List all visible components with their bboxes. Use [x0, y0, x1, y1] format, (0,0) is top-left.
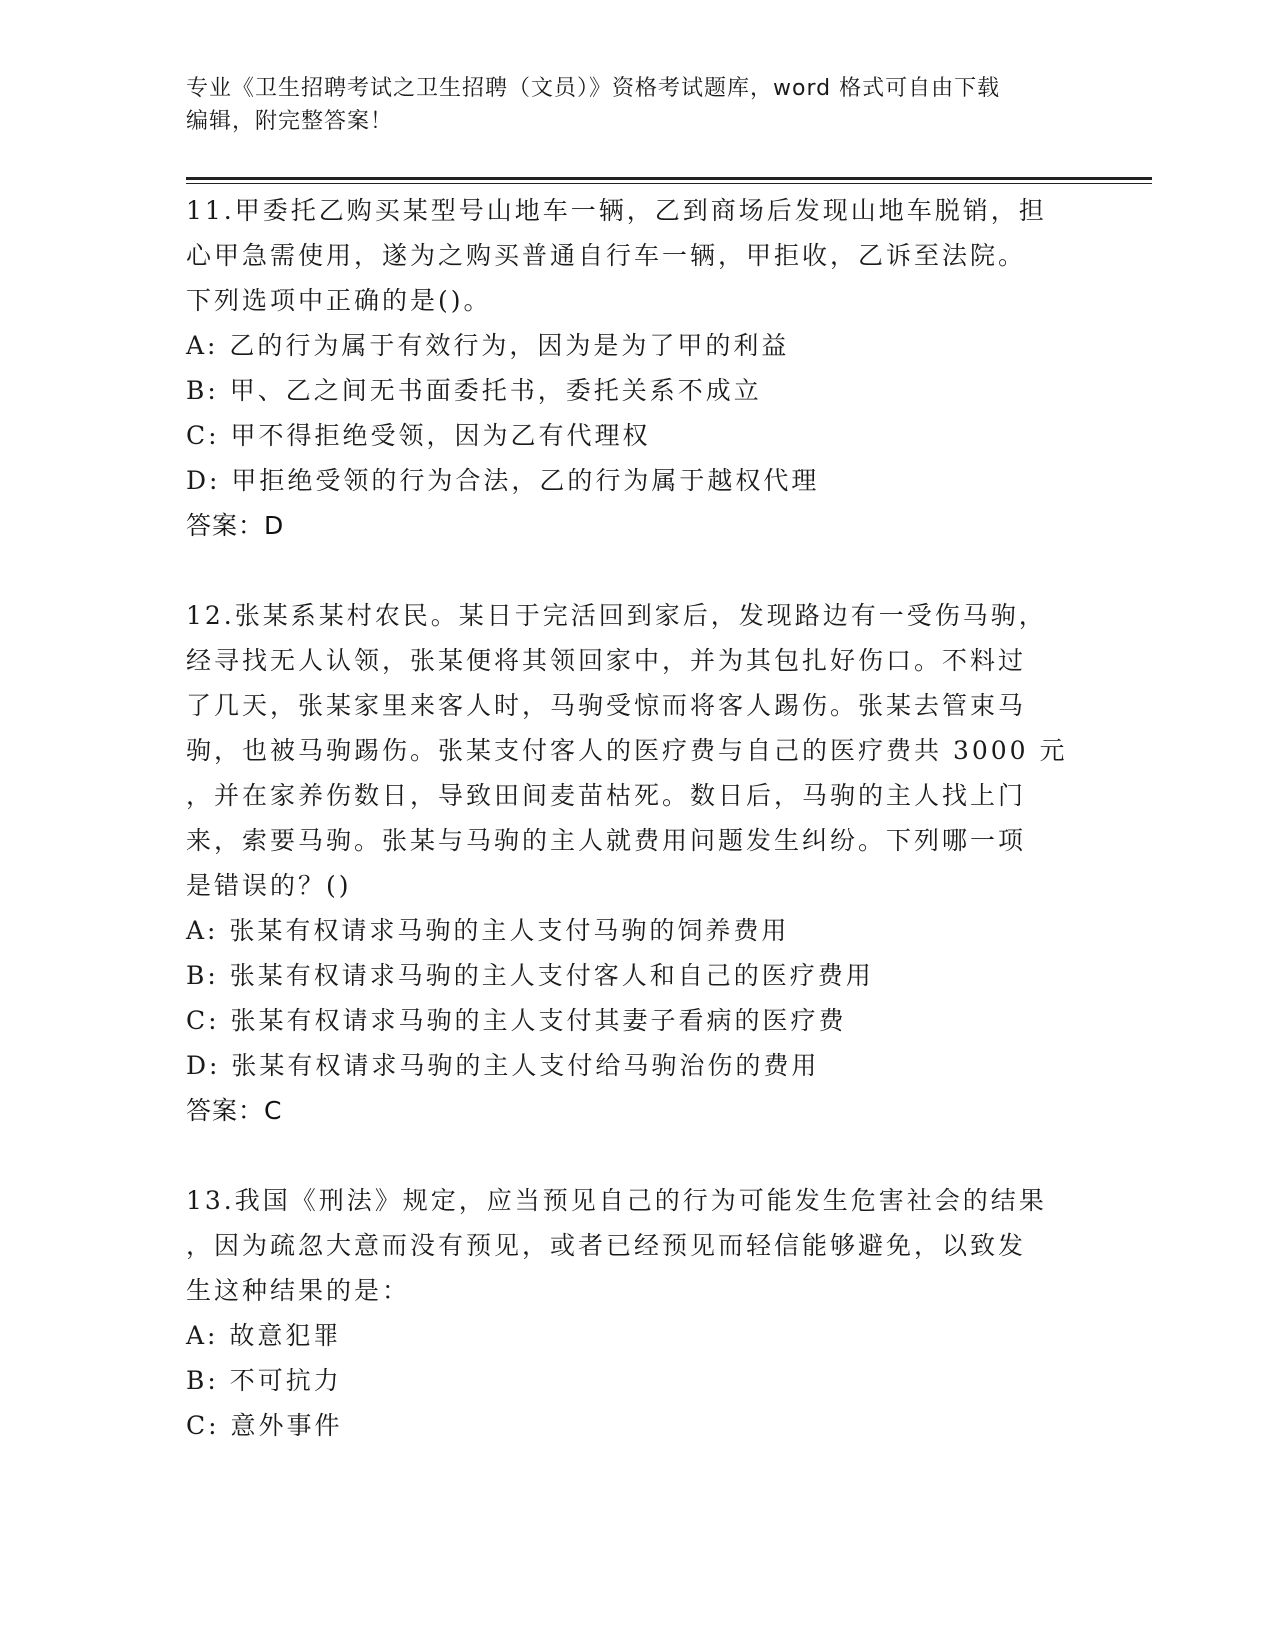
header-line-2: 编辑，附完整答案！ [186, 109, 394, 134]
question-11 [186, 188, 1086, 548]
option-c: C: 张某有权请求马驹的主人支付其妻子看病的医疗费 [186, 1006, 847, 1035]
question-text-line: 心甲急需使用，遂为之购买普通自行车一辆，甲拒收，乙诉至法院。 [186, 241, 1027, 270]
answer-label: 答案：D [186, 511, 285, 540]
option-c: C: 甲不得拒绝受领，因为乙有代理权 [186, 421, 651, 450]
option-d: D: 张某有权请求马驹的主人支付给马驹治伤的费用 [186, 1051, 820, 1080]
header-rule-thin [186, 183, 1152, 184]
question-text-line: ，因为疏忽大意而没有预见，或者已经预见而轻信能够避免，以致发 [186, 1231, 1027, 1260]
answer-label: 答案：C [186, 1096, 283, 1125]
option-a: A: 张某有权请求马驹的主人支付马驹的饲养费用 [186, 916, 790, 945]
header-line-1: 专业《卫生招聘考试之卫生招聘（文员）》资格考试题库，word 格式可自由下载 [186, 76, 1001, 101]
question-list [186, 188, 1086, 1448]
question-text-line: 生这种结果的是： [186, 1276, 411, 1305]
question-text-line: 11.甲委托乙购买某型号山地车一辆，乙到商场后发现山地车脱销，担 [186, 196, 1047, 225]
option-d: D: 甲拒绝受领的行为合法，乙的行为属于越权代理 [186, 466, 820, 495]
option-b: B: 张某有权请求马驹的主人支付客人和自己的医疗费用 [186, 961, 874, 990]
option-b: B: 不可抗力 [186, 1366, 342, 1395]
header-rule-thick [186, 177, 1152, 180]
option-a: A: 故意犯罪 [186, 1321, 342, 1350]
question-text-line: 12.张某系某村农民。某日于完活回到家后，发现路边有一受伤马驹， [186, 601, 1047, 630]
option-b: B: 甲、乙之间无书面委托书，委托关系不成立 [186, 376, 762, 405]
question-12 [186, 593, 1086, 1133]
question-text-line: 下列选项中正确的是()。 [186, 286, 492, 315]
question-text-line: ，并在家养伤数日，导致田间麦苗枯死。数日后，马驹的主人找上门 [186, 781, 1027, 810]
question-spacer [186, 1133, 1086, 1178]
question-text-line: 了几天，张某家里来客人时，马驹受惊而将客人踢伤。张某去管束马 [186, 691, 1027, 720]
option-c: C: 意外事件 [186, 1411, 343, 1440]
question-text-line: 来，索要马驹。张某与马驹的主人就费用问题发生纠纷。下列哪一项 [186, 826, 1027, 855]
question-text-line: 经寻找无人认领，张某便将其领回家中，并为其包扎好伤口。不料过 [186, 646, 1027, 675]
question-text-line: 驹，也被马驹踢伤。张某支付客人的医疗费与自己的医疗费共 3000 元 [186, 736, 1068, 765]
question-text-line: 13.我国《刑法》规定，应当预见自己的行为可能发生危害社会的结果 [186, 1186, 1047, 1215]
question-text-line: 是错误的？() [186, 871, 352, 900]
question-spacer [186, 548, 1086, 593]
document-header [186, 72, 1066, 138]
question-13 [186, 1178, 1086, 1448]
option-a: A: 乙的行为属于有效行为，因为是为了甲的利益 [186, 331, 790, 360]
